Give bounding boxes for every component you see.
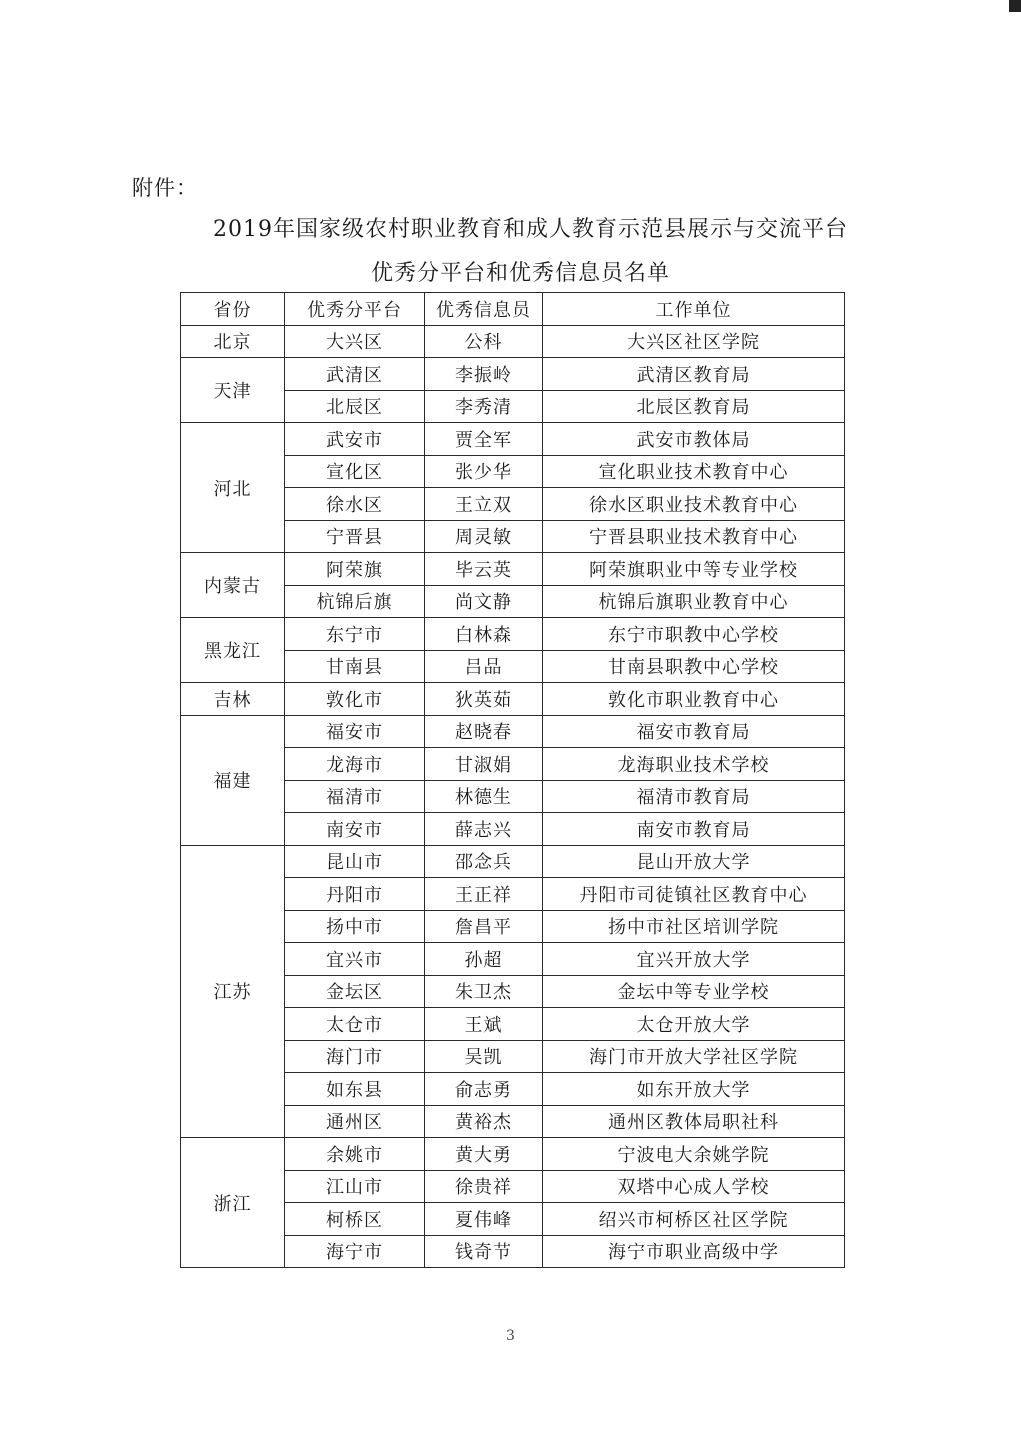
province-cell: 吉林 <box>181 683 285 716</box>
page-number: 3 <box>506 1328 515 1344</box>
workplace-cell: 丹阳市司徒镇社区教育中心 <box>543 878 845 911</box>
workplace-cell: 武安市教体局 <box>543 423 845 456</box>
informant-cell: 孙超 <box>425 943 543 976</box>
platform-cell: 杭锦后旗 <box>285 585 425 618</box>
informant-cell: 徐贵祥 <box>425 1170 543 1203</box>
workplace-cell: 徐水区职业技术教育中心 <box>543 488 845 521</box>
workplace-cell: 大兴区社区学院 <box>543 325 845 358</box>
province-cell: 浙江 <box>181 1138 285 1268</box>
platform-cell: 福清市 <box>285 780 425 813</box>
header-workplace: 工作单位 <box>543 293 845 326</box>
informant-cell: 朱卫杰 <box>425 975 543 1008</box>
platform-cell: 丹阳市 <box>285 878 425 911</box>
workplace-cell: 扬中市社区培训学院 <box>543 910 845 943</box>
platform-cell: 北辰区 <box>285 390 425 423</box>
header-informant: 优秀信息员 <box>425 293 543 326</box>
informant-cell: 吕品 <box>425 650 543 683</box>
informant-cell: 邵念兵 <box>425 845 543 878</box>
platform-cell: 武清区 <box>285 358 425 391</box>
informant-cell: 林德生 <box>425 780 543 813</box>
platform-cell: 阿荣旗 <box>285 553 425 586</box>
informant-cell: 黄大勇 <box>425 1138 543 1171</box>
workplace-cell: 武清区教育局 <box>543 358 845 391</box>
informant-cell: 王斌 <box>425 1008 543 1041</box>
honor-list-table <box>180 292 845 1268</box>
platform-cell: 大兴区 <box>285 325 425 358</box>
informant-cell: 詹昌平 <box>425 910 543 943</box>
table-row <box>181 845 845 878</box>
scan-corner-mark <box>1009 0 1021 12</box>
platform-cell: 余姚市 <box>285 1138 425 1171</box>
workplace-cell: 宁晋县职业技术教育中心 <box>543 520 845 553</box>
informant-cell: 尚文静 <box>425 585 543 618</box>
platform-cell: 柯桥区 <box>285 1203 425 1236</box>
workplace-cell: 金坛中等专业学校 <box>543 975 845 1008</box>
workplace-cell: 东宁市职教中心学校 <box>543 618 845 651</box>
table-row <box>181 683 845 716</box>
workplace-cell: 海宁市职业高级中学 <box>543 1235 845 1268</box>
informant-cell: 赵晓春 <box>425 715 543 748</box>
document-title: 2019年国家级农村职业教育和成人教育示范县展示与交流平台 <box>213 217 848 242</box>
workplace-cell: 宜兴开放大学 <box>543 943 845 976</box>
table-body <box>181 325 845 1268</box>
platform-cell: 江山市 <box>285 1170 425 1203</box>
platform-cell: 金坛区 <box>285 975 425 1008</box>
table-row <box>181 325 845 358</box>
workplace-cell: 敦化市职业教育中心 <box>543 683 845 716</box>
workplace-cell: 宣化职业技术教育中心 <box>543 455 845 488</box>
informant-cell: 周灵敏 <box>425 520 543 553</box>
workplace-cell: 太仓开放大学 <box>543 1008 845 1041</box>
workplace-cell: 杭锦后旗职业教育中心 <box>543 585 845 618</box>
informant-cell: 狄英茹 <box>425 683 543 716</box>
platform-cell: 宣化区 <box>285 455 425 488</box>
informant-cell: 夏伟峰 <box>425 1203 543 1236</box>
province-cell: 河北 <box>181 423 285 553</box>
province-cell: 福建 <box>181 715 285 845</box>
workplace-cell: 北辰区教育局 <box>543 390 845 423</box>
table-row <box>181 618 845 651</box>
informant-cell: 公科 <box>425 325 543 358</box>
province-cell: 天津 <box>181 358 285 423</box>
workplace-cell: 昆山开放大学 <box>543 845 845 878</box>
document-subtitle: 优秀分平台和优秀信息员名单 <box>370 261 670 286</box>
platform-cell: 东宁市 <box>285 618 425 651</box>
table-row <box>181 715 845 748</box>
platform-cell: 通州区 <box>285 1105 425 1138</box>
platform-cell: 海门市 <box>285 1040 425 1073</box>
informant-cell: 李秀清 <box>425 390 543 423</box>
platform-cell: 敦化市 <box>285 683 425 716</box>
platform-cell: 太仓市 <box>285 1008 425 1041</box>
informant-cell: 钱奇节 <box>425 1235 543 1268</box>
table-row <box>181 358 845 391</box>
workplace-cell: 绍兴市柯桥区社区学院 <box>543 1203 845 1236</box>
platform-cell: 徐水区 <box>285 488 425 521</box>
informant-cell: 王立双 <box>425 488 543 521</box>
platform-cell: 扬中市 <box>285 910 425 943</box>
platform-cell: 海宁市 <box>285 1235 425 1268</box>
workplace-cell: 龙海职业技术学校 <box>543 748 845 781</box>
workplace-cell: 宁波电大余姚学院 <box>543 1138 845 1171</box>
informant-cell: 白林森 <box>425 618 543 651</box>
informant-cell: 王正祥 <box>425 878 543 911</box>
platform-cell: 武安市 <box>285 423 425 456</box>
table-row <box>181 1138 845 1171</box>
table-header-row <box>181 293 845 326</box>
workplace-cell: 甘南县职教中心学校 <box>543 650 845 683</box>
province-cell: 内蒙古 <box>181 553 285 618</box>
informant-cell: 俞志勇 <box>425 1073 543 1106</box>
header-platform: 优秀分平台 <box>285 293 425 326</box>
table-row <box>181 423 845 456</box>
workplace-cell: 海门市开放大学社区学院 <box>543 1040 845 1073</box>
platform-cell: 甘南县 <box>285 650 425 683</box>
workplace-cell: 通州区教体局职社科 <box>543 1105 845 1138</box>
workplace-cell: 双塔中心成人学校 <box>543 1170 845 1203</box>
informant-cell: 张少华 <box>425 455 543 488</box>
platform-cell: 如东县 <box>285 1073 425 1106</box>
table-row <box>181 553 845 586</box>
province-cell: 北京 <box>181 325 285 358</box>
platform-cell: 龙海市 <box>285 748 425 781</box>
informant-cell: 甘淑娟 <box>425 748 543 781</box>
informant-cell: 黄裕杰 <box>425 1105 543 1138</box>
province-cell: 江苏 <box>181 845 285 1138</box>
informant-cell: 吴凯 <box>425 1040 543 1073</box>
header-province: 省份 <box>181 293 285 326</box>
platform-cell: 南安市 <box>285 813 425 846</box>
informant-cell: 贾全军 <box>425 423 543 456</box>
workplace-cell: 阿荣旗职业中等专业学校 <box>543 553 845 586</box>
workplace-cell: 南安市教育局 <box>543 813 845 846</box>
platform-cell: 福安市 <box>285 715 425 748</box>
platform-cell: 宁晋县 <box>285 520 425 553</box>
attachment-label: 附件： <box>132 176 198 200</box>
province-cell: 黑龙江 <box>181 618 285 683</box>
platform-cell: 宜兴市 <box>285 943 425 976</box>
workplace-cell: 福安市教育局 <box>543 715 845 748</box>
platform-cell: 昆山市 <box>285 845 425 878</box>
workplace-cell: 如东开放大学 <box>543 1073 845 1106</box>
informant-cell: 毕云英 <box>425 553 543 586</box>
informant-cell: 李振岭 <box>425 358 543 391</box>
informant-cell: 薛志兴 <box>425 813 543 846</box>
workplace-cell: 福清市教育局 <box>543 780 845 813</box>
